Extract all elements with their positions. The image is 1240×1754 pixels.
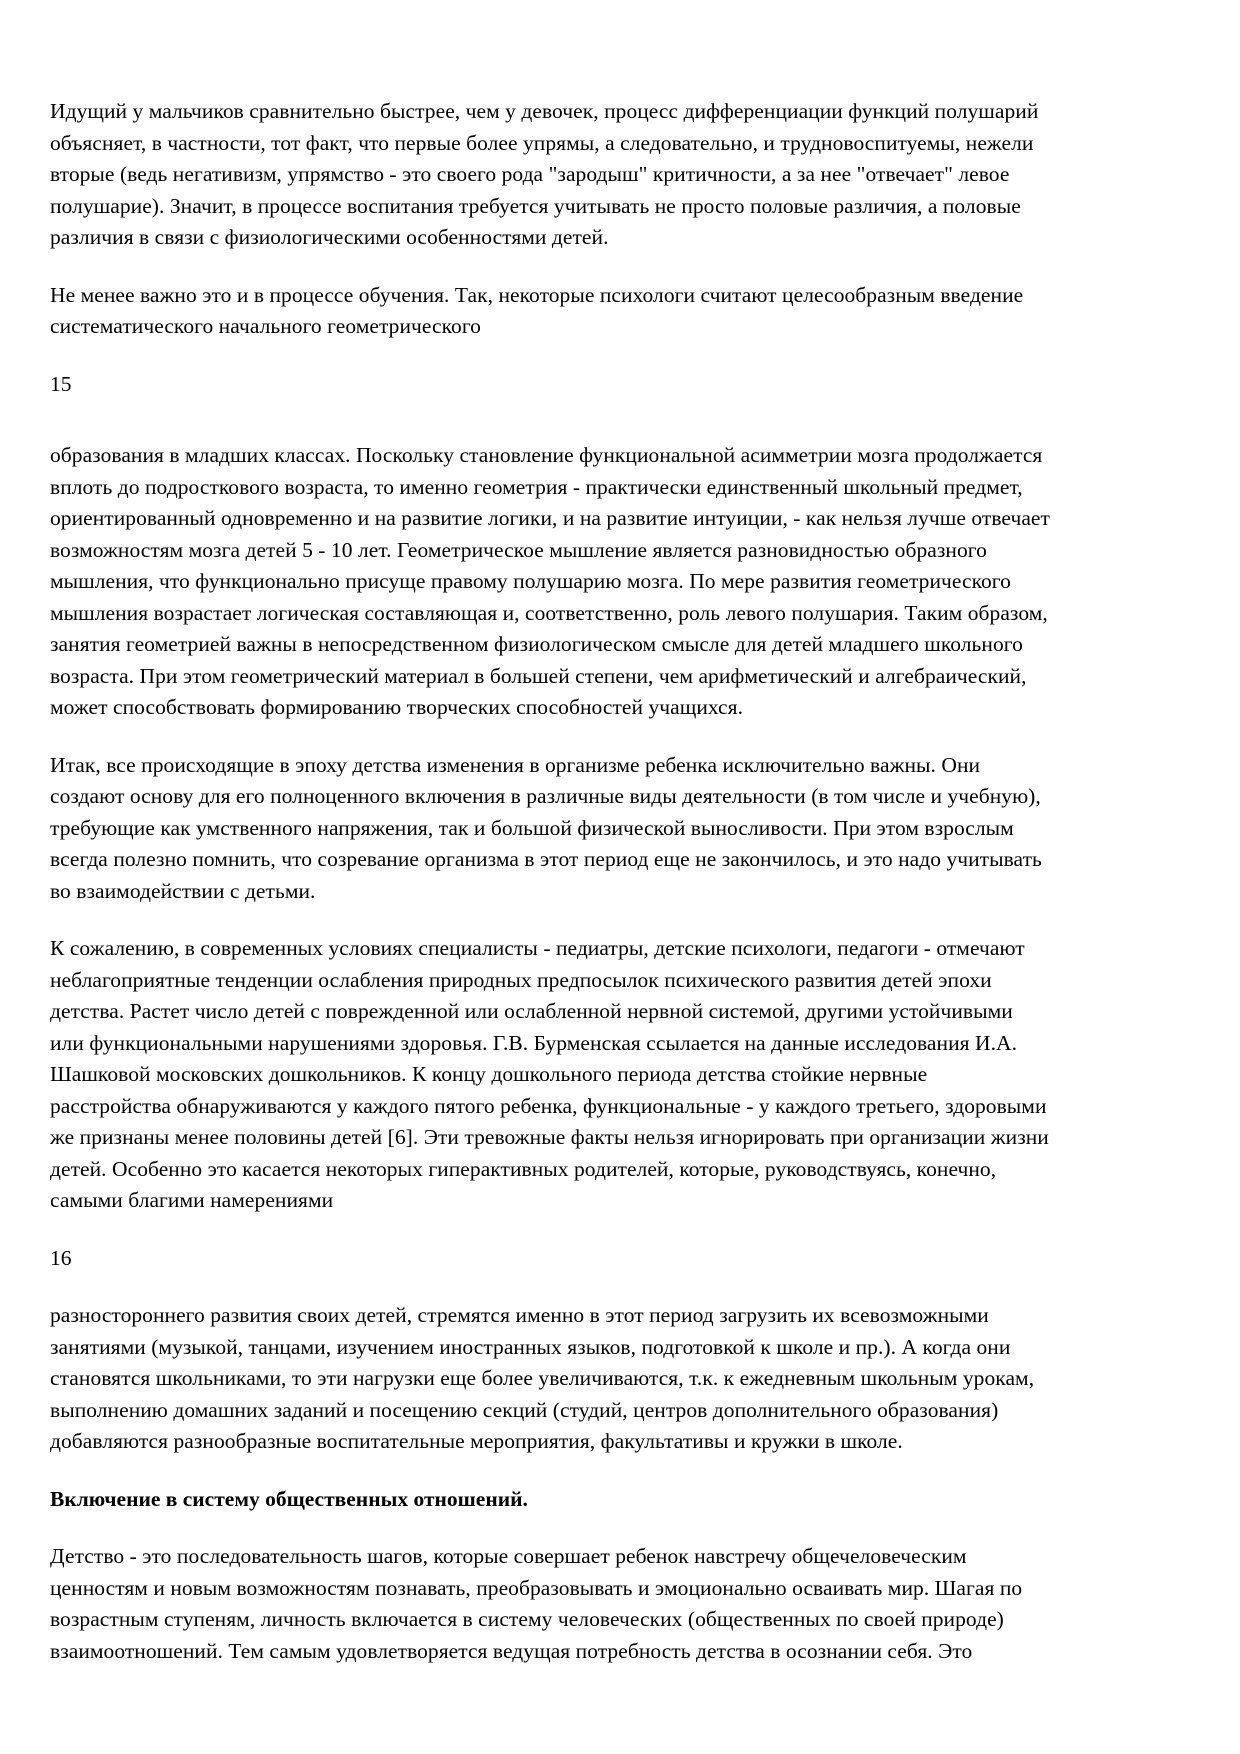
section-spacer xyxy=(50,426,1050,440)
document-body xyxy=(50,96,1050,1667)
paragraph-learning-process: Не менее важно это и в процессе обучения. Так, некоторые психологи считают целесообразным введение систематического начального геометрического xyxy=(50,282,1024,338)
paragraph-hemispheres: Идущий у мальчиков сравнительно быстрее, чем у девочек, процесс дифференциации функций полушарий объясняет, в частности, тот факт, что первые более упрямы, а следовательно, и трудновоспитуемы, нежели вторые (ведь негативизм, упрямство - это своего рода "зародыш" критичности, а за нее "отвечает" левое полушарие). Значит, в процессе воспитания требуется учитывать не просто половые различия, а половые различия в связи с физиологическими особенностями детей. xyxy=(50,99,1039,249)
paragraph-versatile-development: разностороннего развития своих детей, стремятся именно в этот период загрузить их всевозможными занятиями (музыкой, танцами, изучением иностранных языков, подготовкой к школе и пр.). А когда они становятся школьниками, то эти нагрузки еще более увеличиваются, т.к. к ежедневным школьным урокам, выполнению домашних заданий и посещению секций (студий, центров дополнительного образования) добавляются разнообразные воспитательные мероприятия, факультативы и кружки в школе. xyxy=(50,1303,1035,1453)
page-number-16: 16 xyxy=(50,1245,72,1270)
paragraph-childhood-sequence: Детство - это последовательность шагов, которые совершает ребенок навстречу общечеловеческим ценностям и новым возможностям познавать, преобразовывать и эмоционально осваивать мир. Шагая по возрастным ступеням, личность включается в систему человеческих (общественных по своей природе) взаимоотношений. Тем самым удовлетворяется ведущая потребность детства в осознании себя. Это xyxy=(50,1544,1023,1663)
heading-social-relations: Включение в систему общественных отношений. xyxy=(50,1486,528,1511)
paragraph-childhood-changes: Итак, все происходящие в эпоху детства изменения в организме ребенка исключительно важны. Они создают основу для его полноценного включения в различные виды деятельности (в том числе и учебную), требующие как умственного напряжения, так и большой физической выносливости. При этом взрослым всегда полезно помнить, что созревание организма в этот период еще не закончилось, и это надо учитывать во взаимодействии с детьми. xyxy=(50,752,1042,903)
paragraph-unfavorable-tendencies: К сожалению, в современных условиях специалисты - педиатры, детские психологи, педагоги - отмечают неблагоприятные тенденции ослабления природных предпосылок психического развития детей эпохи детства. Растет число детей с поврежденной или ослабленной нервной системой, другими устойчивыми или функциональными нарушениями здоровья. Г.В. Бурменская ссылается на данные исследования И.А. Шашковой московских дошкольников. К концу дошкольного периода детства стойкие нервные расстройства обнаруживаются у каждого пятого ребенка, функциональные - у каждого третьего, здоровыми же признаны менее половины детей [6]. Эти тревожные факты нельзя игнорировать при организации жизни детей. Особенно это касается некоторых гиперактивных родителей, которые, руководствуясь, конечно, самыми благими намерениями xyxy=(50,936,1049,1212)
page-number-15: 15 xyxy=(50,371,72,396)
paragraph-geometry-education: образования в младших классах. Поскольку становление функциональной асимметрии мозга продолжается вплоть до подросткового возраста, то именно геометрия - практически единственный школьный предмет, ориентированный одновременно и на развитие логики, и на развитие интуиции, - как нельзя лучше отвечает возможностям мозга детей 5 - 10 лет. Геометрическое мышление является разновидностью образного мышления, что функционально присуще правому полушарию мозга. По мере развития геометрического мышления возрастает логическая составляющая и, соответственно, роль левого полушария. Таким образом, занятия геометрией важны в непосредственном физиологическом смысле для детей младшего школьного возраста. При этом геометрический материал в большей степени, чем арифметический и алгебраический, может способствовать формированию творческих способностей учащихся. xyxy=(50,443,1050,719)
